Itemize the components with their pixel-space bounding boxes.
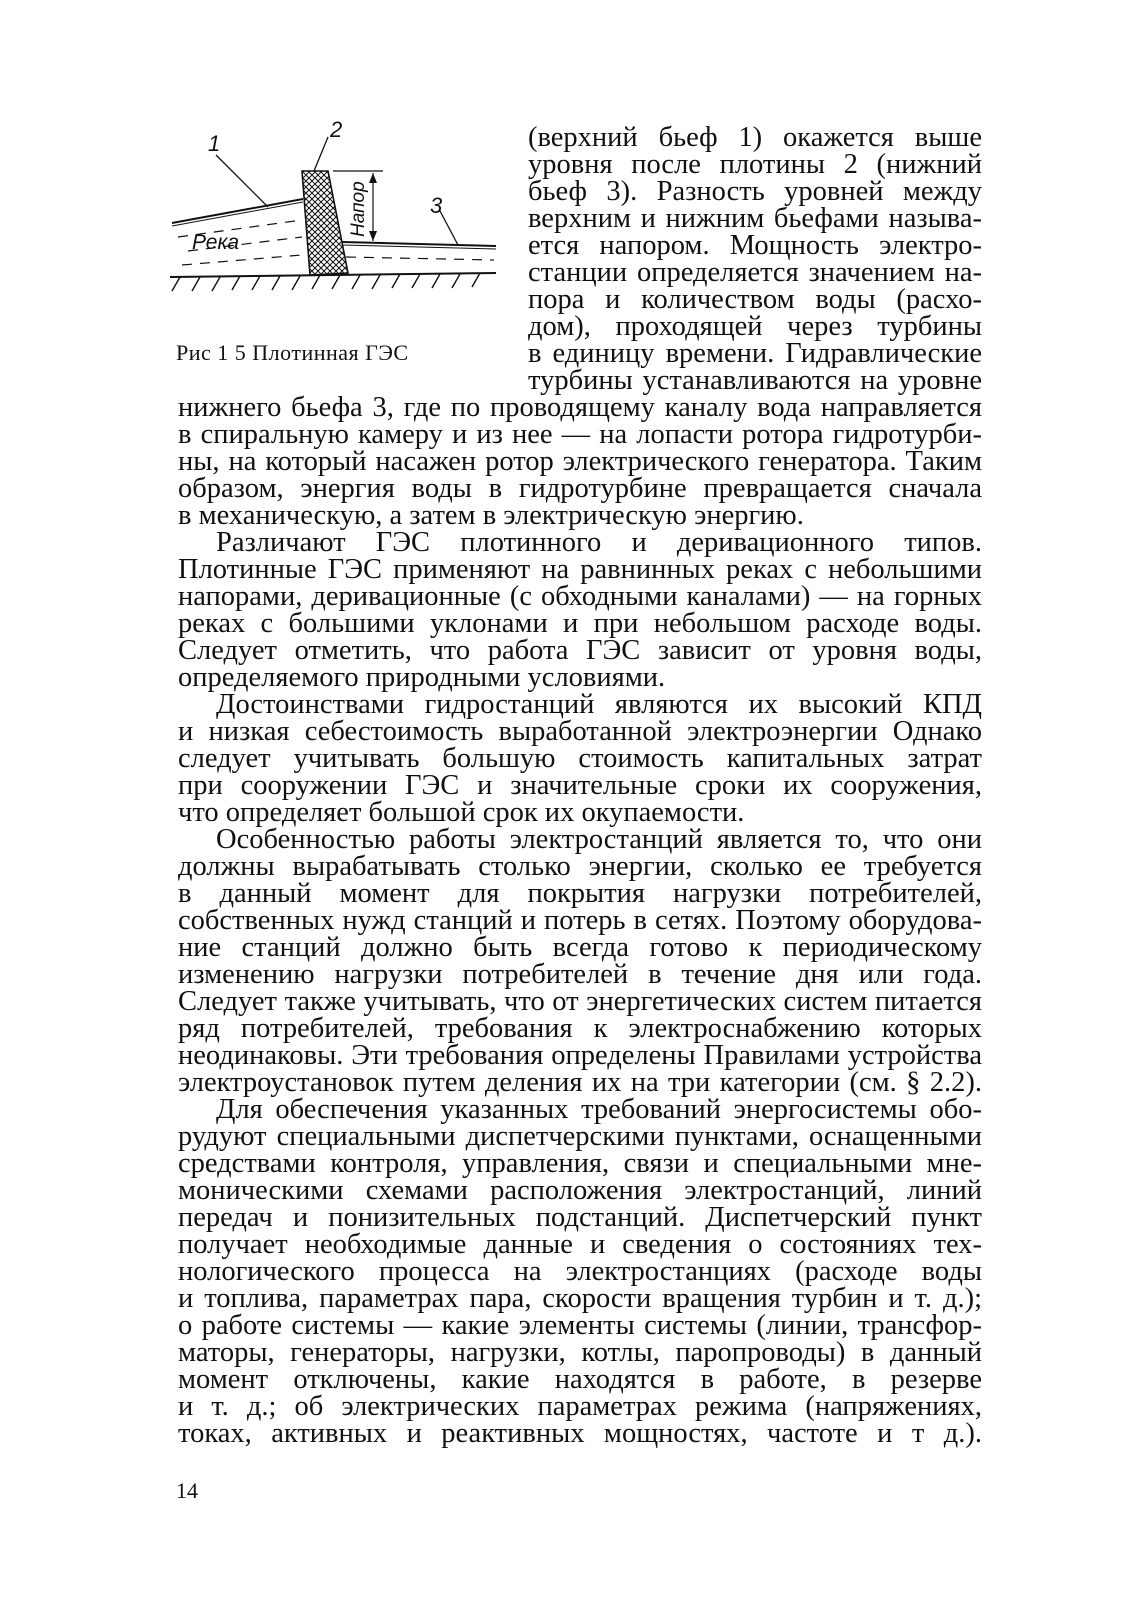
paragraph-first-line: Достоинствами гидростанций являются их высокий КПД	[216, 689, 982, 720]
text-line: ние станций должно быть всегда готово к периодическому	[178, 932, 982, 963]
text-line: бьеф 3). Разность уровней между	[528, 176, 982, 207]
dam-diagram	[168, 115, 508, 315]
dam-hpp-figure	[168, 115, 508, 315]
paragraph-first-line: Особенностью работы электростанций является то, что они	[216, 824, 982, 855]
label-river: Река	[192, 231, 240, 254]
text-line: Плотинные ГЭС применяют на равнинных реках с небольшими	[178, 554, 982, 585]
text-line: ется напором. Мощность электро-	[528, 230, 982, 261]
text-line: образом, энергия воды в гидротурбине превращается сначала	[178, 473, 982, 504]
text-line: Следует также учитывать, что от энергетических систем питается	[178, 986, 982, 1017]
text-line: токах, активных и реактивных мощностях, частоте и т д.).	[178, 1418, 982, 1449]
text-line: передач и понизительных подстанций. Диспетчерский пункт	[178, 1202, 982, 1233]
text-line: моническими схемами расположения электростанций, линий	[178, 1175, 982, 1206]
text-line: изменению нагрузки потребителей в течение дня или года.	[178, 959, 982, 990]
page-number: 14	[176, 1478, 198, 1503]
text-line: станции определяется значением на-	[528, 257, 982, 288]
text-line: определяемого природными условиями.	[178, 662, 666, 693]
text-line: дом), проходящей через турбины	[528, 311, 982, 342]
label-1: 1	[208, 131, 221, 156]
text-line: средствами контроля, управления, связи и специальными мне-	[178, 1148, 982, 1179]
text-line: и топлива, параметрах пара, скорости вращения турбин и т. д.);	[178, 1283, 982, 1314]
paragraph-first-line: Различают ГЭС плотинного и деривационного типов.	[216, 527, 982, 558]
label-3: 3	[430, 193, 443, 218]
label-2: 2	[330, 117, 343, 142]
text-line: неодинаковы. Эти требования определены Правилами устройства	[178, 1040, 982, 1071]
text-line: должны вырабатывать столько энергии, сколько ее требуется	[178, 851, 982, 882]
text-line: момент отключены, какие находятся в работе, в резерве	[178, 1364, 982, 1395]
text-line: нижнего бьефа 3, где по проводящему каналу вода направляется	[178, 392, 982, 423]
text-line: электроустановок путем деления их на три категории (см. § 2.2).	[178, 1067, 982, 1098]
text-line: при сооружении ГЭС и значительные сроки их сооружения,	[178, 770, 982, 801]
text-line: о работе системы — какие элементы системы (линии, трансфор-	[178, 1310, 982, 1341]
text-line: ны, на который насажен ротор электрического генератора. Таким	[178, 446, 982, 477]
text-line: ряд потребителей, требования к электроснабжению которых	[178, 1013, 982, 1044]
text-line: пора и количеством воды (расхо-	[528, 284, 982, 315]
paragraph-first-line: Для обеспечения указанных требований энергосистемы обо-	[216, 1094, 982, 1125]
text-line: уровня после плотины 2 (нижний	[528, 149, 982, 180]
text-line: реках с большими уклонами и при небольшом расходе воды.	[178, 608, 982, 639]
text-line: нологического процесса на электростанциях (расходе воды	[178, 1256, 982, 1287]
label-head: Напор	[348, 181, 369, 237]
text-line: и низкая себестоимость выработанной электроэнергии Однако	[178, 716, 982, 747]
text-line: маторы, генераторы, нагрузки, котлы, паропроводы) в данный	[178, 1337, 982, 1368]
text-line: в данный момент для покрытия нагрузки потребителей,	[178, 878, 982, 909]
text-line: что определяет большой срок их окупаемости.	[178, 797, 745, 828]
text-line: рудуют специальными диспетчерскими пунктами, оснащенными	[178, 1121, 982, 1152]
text-line: напорами, деривационные (с обходными каналами) — на горных	[178, 581, 982, 612]
text-line: в единицу времени. Гидравлические	[528, 338, 982, 369]
dam-body	[302, 171, 348, 275]
figure-caption: Рис 1 5 Плотинная ГЭС	[176, 340, 409, 365]
text-line: в механическую, а затем в электрическую энергию.	[178, 500, 804, 531]
text-line: (верхний бьеф 1) окажется выше	[528, 122, 982, 153]
text-line: собственных нужд станций и потерь в сетях. Поэтому оборудова-	[178, 905, 982, 936]
text-line: и т. д.; об электрических параметрах режима (напряжениях,	[178, 1391, 982, 1422]
text-line: верхним и нижним бьефами называ-	[528, 203, 982, 234]
text-line: Следует отметить, что работа ГЭС зависит от уровня воды,	[178, 635, 982, 666]
text-line: следует учитывать большую стоимость капитальных затрат	[178, 743, 982, 774]
text-line: турбины устанавливаются на уровне	[528, 365, 982, 396]
text-line: в спиральную камеру и из нее — на лопасти ротора гидротурби-	[178, 419, 982, 450]
text-line: получает необходимые данные и сведения о состояниях тех-	[178, 1229, 982, 1260]
